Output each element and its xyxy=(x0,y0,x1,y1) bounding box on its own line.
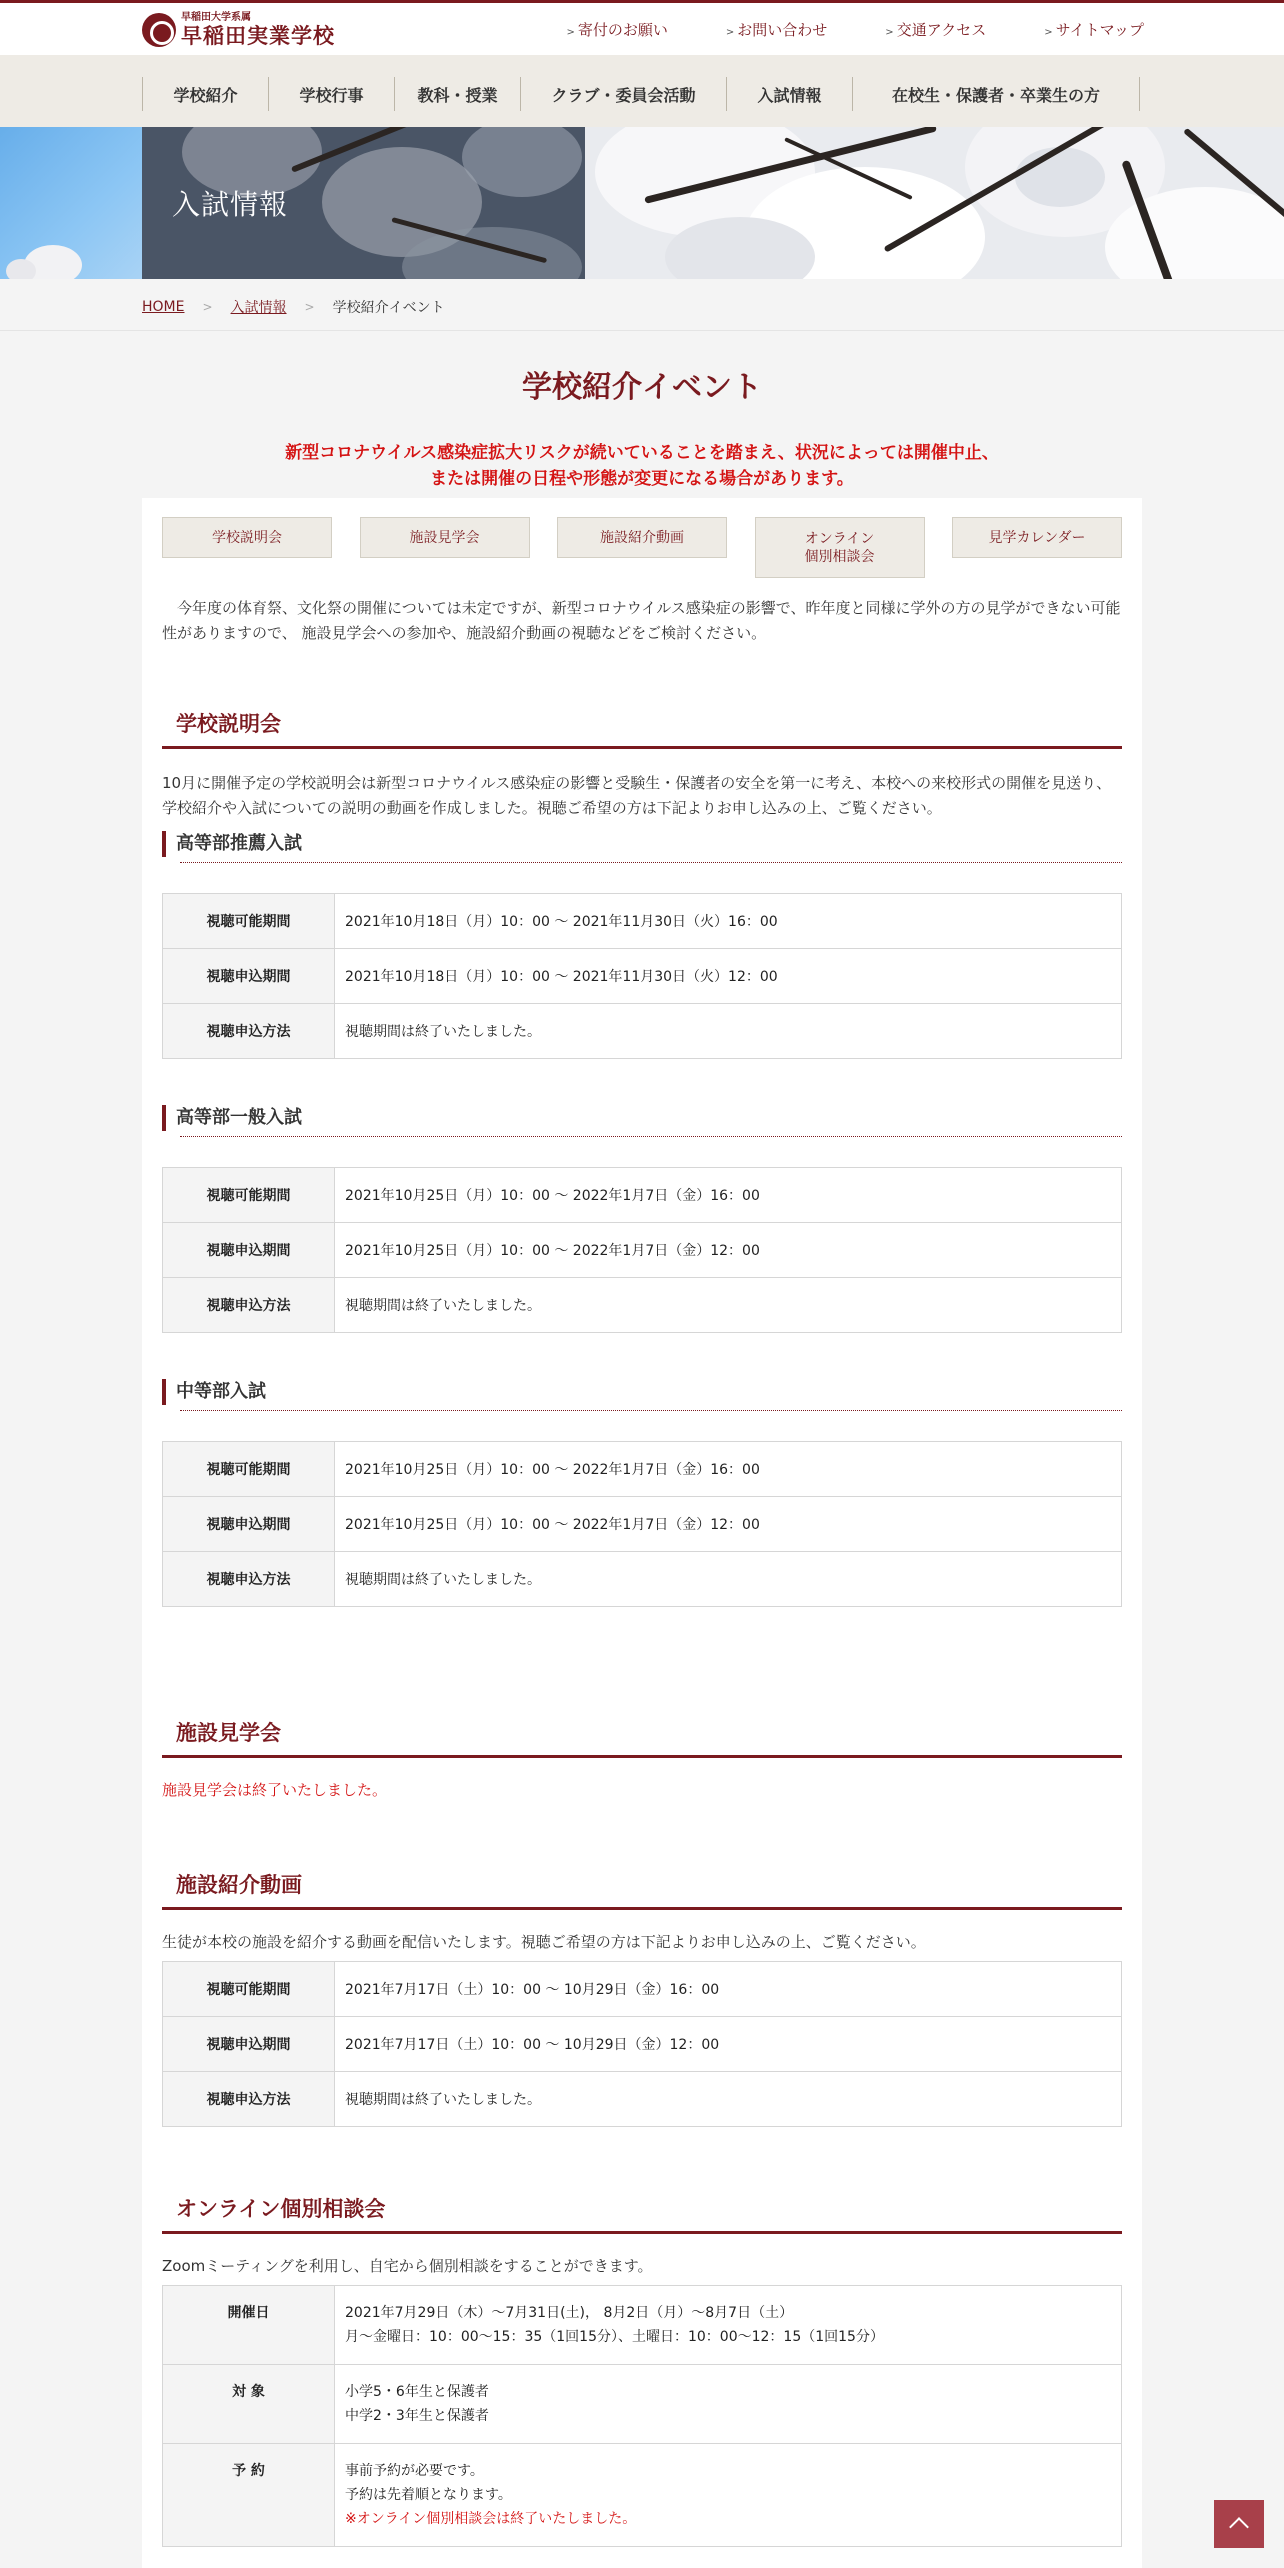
table-row: 視聴申込方法 視聴期間は終了いたしました。 xyxy=(163,2072,1122,2127)
table-row: 視聴可能期間 2021年10月25日（月）10：00 ～ 2022年1月7日（金）16：00 xyxy=(163,1168,1122,1223)
nav-item-students-parents[interactable]: 在校生・保護者・卒業生の方 xyxy=(852,77,1140,111)
section-desc-consultation: Zoomミーティングを利用し、自宅から個別相談をすることができます。 xyxy=(162,2257,653,2275)
site-logo[interactable] xyxy=(142,12,335,48)
chevron-right-icon: > xyxy=(304,300,315,314)
utility-link-contact[interactable]: > お問い合わせ xyxy=(725,21,828,39)
section-desc-briefing: 10月に開催予定の学校説明会は新型コロナウイルス感染症の影響と受験生・保護者の安全を第一に考え、本校への来校形式の開催を見送り、学校紹介や入試についての説明の動画を作成しました。視聴ご希望の方は下記よりお申し込みの上、ご覧ください。 xyxy=(162,774,1112,817)
table-row: 対 象 小学5・6年生と保護者 中学2・3年生と保護者 xyxy=(163,2365,1122,2444)
breadcrumb-home-link[interactable]: HOME xyxy=(142,299,185,315)
covid-notice: 新型コロナウイルス感染症拡大リスクが続いていることを踏まえ、状況によっては開催中止、 または開催の日程や形態が変更になる場合があります。 xyxy=(285,443,999,489)
tab-briefing[interactable]: 学校説明会 xyxy=(162,517,332,558)
table-row: 視聴申込期間 2021年10月18日（月）10：00 ～ 2021年11月30日（火）12：00 xyxy=(163,949,1122,1004)
logo-title: 早稲田実業学校 xyxy=(181,23,335,48)
intro-text: 今年度の体育祭、文化祭の開催については未定ですが、新型コロナウイルス感染症の影響で、昨年度と同様に学外の方の見学ができない可能性がありますので、 施設見学会への参加や、施設紹介動画の視聴などをご検討ください。 xyxy=(162,599,1121,642)
section-title-consultation: オンライン個別相談会 xyxy=(162,2193,1122,2234)
page-title: 学校紹介イベント xyxy=(522,370,762,405)
table-row: 視聴申込方法 視聴期間は終了いたしました。 xyxy=(163,1278,1122,1333)
back-to-top-button[interactable] xyxy=(1214,2500,1264,2548)
nav-item-events[interactable]: 学校行事 xyxy=(268,77,394,111)
anchor-tabs xyxy=(162,517,1122,578)
tab-online-consultation[interactable]: オンライン 個別相談会 xyxy=(755,517,925,578)
utility-link-donation[interactable]: > 寄付のお願い xyxy=(566,21,668,39)
global-nav xyxy=(0,55,1284,127)
nav-item-admissions[interactable]: 入試情報 xyxy=(726,77,852,111)
chevron-right-icon: > xyxy=(566,27,575,38)
school-emblem-icon xyxy=(142,13,176,47)
table-row: 開催日 2021年7月29日（木）～7月31日(土)， 8月2日（月）～8月7日（土） 月～金曜日：10：00～15：35（1回15分）、土曜日：10：00～12：15（1回15分） xyxy=(163,2286,1122,2365)
site-header xyxy=(0,3,1284,55)
section-desc-tour: 施設見学会は終了いたしました。 xyxy=(162,1781,388,1799)
nav-item-about[interactable]: 学校紹介 xyxy=(142,77,268,111)
nav-item-clubs[interactable]: クラブ・委員会活動 xyxy=(520,77,726,111)
utility-link-access[interactable]: > 交通アクセス xyxy=(885,21,987,39)
utility-links xyxy=(508,19,1144,40)
table-row: 視聴可能期間 2021年10月18日（月）10：00 ～ 2021年11月30日（火）16：00 xyxy=(163,894,1122,949)
subsection-title: 高等部推薦入試 xyxy=(162,831,1122,857)
tab-facility-tour[interactable]: 施設見学会 xyxy=(360,517,530,558)
section-title-tour: 施設見学会 xyxy=(162,1717,1122,1758)
subsection-title: 高等部一般入試 xyxy=(162,1105,1122,1131)
chevron-up-icon xyxy=(1229,2517,1249,2537)
hero-banner xyxy=(0,127,1284,279)
chevron-right-icon: > xyxy=(725,27,735,38)
hero-title: 入試情報 xyxy=(172,188,289,221)
section-desc-video: 生徒が本校の施設を紹介する動画を配信いたします。視聴ご希望の方は下記よりお申し込みの上、ご覧ください。 xyxy=(162,1933,926,1951)
breadcrumb xyxy=(0,279,1284,331)
utility-link-sitemap[interactable]: > サイトマップ xyxy=(1044,21,1144,39)
chevron-right-icon: > xyxy=(1044,27,1053,38)
schedule-table xyxy=(162,1441,1122,1607)
hero-blossom-image xyxy=(585,127,1284,279)
schedule-table xyxy=(162,893,1122,1059)
content-panel xyxy=(142,498,1142,2568)
section-title-briefing: 学校説明会 xyxy=(162,708,1122,749)
breadcrumb-admissions-link[interactable]: 入試情報 xyxy=(230,300,287,316)
nav-item-curriculum[interactable]: 教科・授業 xyxy=(394,77,520,111)
table-row: 視聴申込方法 視聴期間は終了いたしました。 xyxy=(163,1004,1122,1059)
table-row: 視聴可能期間 2021年7月17日（土）10：00 ～ 10月29日（金）16：00 xyxy=(163,1962,1122,2017)
hero-sky-image xyxy=(0,127,142,279)
breadcrumb-current: 学校紹介イベント xyxy=(332,300,445,316)
chevron-right-icon: > xyxy=(202,300,213,314)
table-row: 視聴申込期間 2021年7月17日（土）10：00 ～ 10月29日（金）12：00 xyxy=(163,2017,1122,2072)
table-row: 視聴申込期間 2021年10月25日（月）10：00 ～ 2022年1月7日（金）12：00 xyxy=(163,1497,1122,1552)
consultation-table xyxy=(162,2285,1122,2547)
table-row: 視聴申込期間 2021年10月25日（月）10：00 ～ 2022年1月7日（金）12：00 xyxy=(163,1223,1122,1278)
schedule-table xyxy=(162,1167,1122,1333)
tab-facility-video[interactable]: 施設紹介動画 xyxy=(557,517,727,558)
section-title-video: 施設紹介動画 xyxy=(162,1869,1122,1910)
subsection-title: 中等部入試 xyxy=(162,1379,1122,1405)
chevron-right-icon: > xyxy=(885,27,894,38)
schedule-table xyxy=(162,1961,1122,2127)
table-row: 予 約 事前予約が必要です。 予約は先着順となります。 ※オンライン個別相談会は終了いたしました。 xyxy=(163,2444,1122,2547)
tab-visit-calendar[interactable]: 見学カレンダー xyxy=(952,517,1122,558)
table-row: 視聴申込方法 視聴期間は終了いたしました。 xyxy=(163,1552,1122,1607)
logo-subtitle: 早稲田大学系属 xyxy=(181,12,251,23)
main-content xyxy=(142,329,1142,2568)
table-row: 視聴可能期間 2021年10月25日（月）10：00 ～ 2022年1月7日（金）16：00 xyxy=(163,1442,1122,1497)
